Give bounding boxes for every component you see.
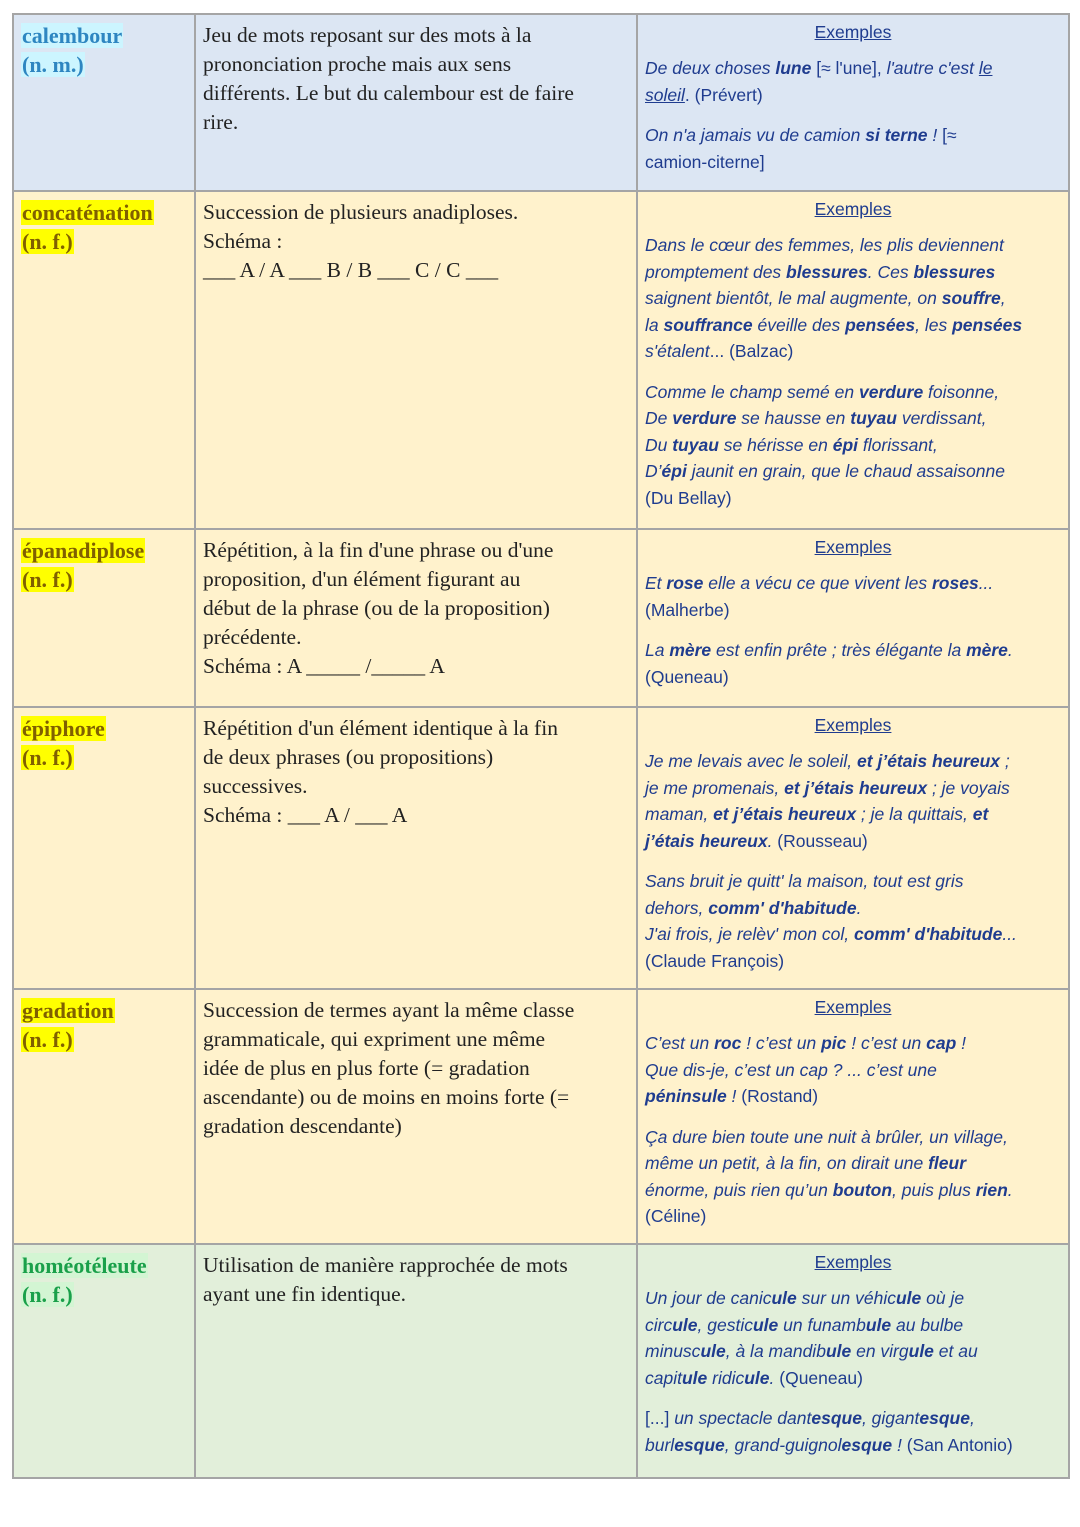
example-text: On n'a jamais vu de camion bbox=[645, 125, 866, 145]
examples-cell bbox=[637, 989, 1069, 1244]
example-text: jaunit en grain, que le chaud assaisonne bbox=[686, 461, 1005, 481]
example-text: C’est un bbox=[645, 1033, 715, 1053]
table-row-calembour bbox=[13, 14, 1069, 191]
example-text: , gigant bbox=[861, 1408, 920, 1428]
definition-cell bbox=[195, 1244, 637, 1478]
emphasized-word: mère bbox=[966, 640, 1008, 660]
example-text: (Rousseau) bbox=[772, 830, 868, 851]
example-text: verdissant, Du bbox=[645, 408, 987, 455]
emphasized-word: ule bbox=[908, 1341, 934, 1361]
example-quote bbox=[645, 1124, 1061, 1230]
definition-text: Utilisation de manière rapprochée de mots ayant une fin identique. bbox=[203, 1253, 568, 1306]
term-cell bbox=[13, 1244, 195, 1478]
example-quote bbox=[645, 122, 1061, 175]
table-row-concaténation bbox=[13, 191, 1069, 529]
example-text: . Ces bbox=[867, 261, 914, 282]
example-quote bbox=[645, 748, 1061, 854]
emphasized-word: fleur bbox=[928, 1153, 967, 1173]
examples-heading: Exemples bbox=[814, 715, 892, 735]
example-text: . bbox=[1007, 1179, 1013, 1200]
emphasized-word: pensées bbox=[952, 314, 1023, 335]
example-text: ... bbox=[978, 573, 994, 593]
example-text: ! bbox=[726, 1086, 737, 1106]
emphasized-word: esque bbox=[919, 1408, 970, 1428]
example-text: (Rostand) bbox=[736, 1086, 819, 1106]
emphasized-word: épi bbox=[661, 461, 687, 481]
example-text: Sans bruit je quitt' la maison, tout est gris dehors, bbox=[645, 871, 964, 918]
emphasized-word: et j’étais heureux bbox=[857, 751, 1001, 771]
examples-heading: Exemples bbox=[814, 1252, 892, 1272]
definition-cell bbox=[195, 191, 637, 529]
example-text: La bbox=[645, 640, 670, 660]
example-text: (Queneau) bbox=[774, 1367, 863, 1388]
example-quote bbox=[645, 232, 1061, 365]
emphasized-word: mère bbox=[669, 640, 712, 660]
example-quote bbox=[645, 1030, 1061, 1110]
example-text: (Céline) bbox=[645, 1206, 707, 1226]
example-quote bbox=[645, 1285, 1061, 1391]
emphasized-word: ule bbox=[681, 1367, 708, 1388]
example-quote bbox=[645, 570, 1061, 623]
emphasized-word: roses bbox=[931, 573, 979, 593]
example-text: ! c’est un bbox=[846, 1033, 927, 1053]
example-text: où je circ bbox=[645, 1288, 965, 1335]
term-name: épanadiplose bbox=[22, 538, 145, 563]
examples-heading: Exemples bbox=[814, 537, 892, 557]
example-text: ; je me promenais, bbox=[645, 751, 1010, 798]
emphasized-word: cap bbox=[926, 1033, 957, 1053]
example-text: ridic bbox=[707, 1367, 745, 1388]
example-text: foisonne, De bbox=[645, 381, 1000, 428]
emphasized-word: blessures bbox=[786, 261, 868, 282]
emphasized-word: roc bbox=[714, 1033, 742, 1053]
example-text: un funamb bbox=[778, 1314, 866, 1335]
emphasized-word: comm' d'habitude bbox=[853, 924, 1003, 944]
emphasized-word: bouton bbox=[832, 1179, 893, 1200]
example-text: au bulbe minusc bbox=[645, 1314, 964, 1361]
definition-cell bbox=[195, 707, 637, 989]
examples-cell bbox=[637, 1244, 1069, 1478]
emphasized-word: souffre bbox=[941, 288, 1001, 308]
examples-heading: Exemples bbox=[814, 22, 892, 42]
example-text: sur un véhic bbox=[796, 1288, 896, 1308]
term-gender: (n. m.) bbox=[22, 52, 84, 77]
table-row-gradation bbox=[13, 989, 1069, 1244]
example-text: , grand-guignol bbox=[724, 1434, 842, 1455]
emphasized-word: tuyau bbox=[850, 408, 897, 428]
example-text: éveille des bbox=[752, 314, 846, 335]
example-text: ; je la quittais, bbox=[856, 804, 973, 824]
term-gender: (n. f.) bbox=[22, 567, 73, 592]
examples-cell bbox=[637, 707, 1069, 989]
emphasized-word: esque bbox=[674, 1434, 725, 1455]
emphasized-word: ule bbox=[865, 1314, 892, 1335]
example-text: (Queneau) bbox=[645, 666, 729, 687]
example-text: énorme, puis rien qu’un bbox=[645, 1179, 828, 1200]
example-text: ... (Balzac) bbox=[709, 341, 794, 361]
examples-cell bbox=[637, 14, 1069, 191]
example-text: ; je voyais maman, bbox=[645, 777, 1010, 824]
example-text: en virg bbox=[851, 1341, 909, 1361]
emphasized-word: ule bbox=[700, 1341, 726, 1361]
definition-text: Jeu de mots reposant sur des mots à la prononciation proche mais aux sens différents. Le but du calembour est de faire rire. bbox=[203, 23, 574, 134]
emphasized-word: et j’étais heureux bbox=[713, 804, 857, 824]
example-text: un spectacle dant bbox=[674, 1408, 812, 1428]
example-text: Comme le champ semé en bbox=[645, 381, 859, 402]
emphasized-word: pensées bbox=[845, 314, 916, 335]
emphasized-word: péninsule bbox=[645, 1086, 727, 1106]
term-cell bbox=[13, 989, 195, 1244]
table-row-homéotéleute bbox=[13, 1244, 1069, 1478]
example-text: , les bbox=[915, 314, 953, 335]
emphasized-word: ule bbox=[771, 1288, 797, 1308]
emphasized-word: et j’étais heureux bbox=[784, 777, 928, 798]
example-text: Un jour de canic bbox=[645, 1288, 772, 1308]
example-text: et au capit bbox=[645, 1341, 978, 1388]
definition-cell bbox=[195, 989, 637, 1244]
definition-cell bbox=[195, 14, 637, 191]
example-text: . (Prévert) bbox=[684, 84, 763, 105]
example-text: . bbox=[1007, 640, 1013, 660]
example-text: De deux choses bbox=[645, 58, 776, 78]
example-text: . bbox=[767, 830, 773, 851]
definition-text: Succession de plusieurs anadiploses. Schéma : ___ A / A ___ B / B ___ C / C ___ bbox=[203, 200, 519, 282]
emphasized-word: souffrance bbox=[663, 314, 753, 335]
examples-heading: Exemples bbox=[814, 199, 892, 219]
emphasized-word: verdure bbox=[858, 381, 924, 402]
emphasized-word: esque bbox=[811, 1408, 862, 1428]
emphasized-word: esque bbox=[841, 1434, 893, 1455]
term-name: calembour bbox=[22, 23, 123, 48]
example-text: , la bbox=[645, 288, 1006, 335]
term-cell bbox=[13, 191, 195, 529]
emphasized-word: épi bbox=[832, 434, 859, 455]
example-text: le soleil bbox=[645, 58, 993, 105]
term-name: épiphore bbox=[22, 716, 105, 741]
example-text: Dans le cœur des femmes, les plis deviennent promptement des bbox=[645, 235, 1004, 282]
example-text: l'autre c'est bbox=[886, 58, 979, 78]
emphasized-word: ule bbox=[672, 1314, 698, 1335]
example-text: elle a vécu ce que vivent les bbox=[703, 573, 932, 593]
definition-text: Répétition, à la fin d'une phrase ou d'une proposition, d'un élément figurant au début de la phrase (ou de la proposition) précédente. Schéma : A _____ /_____ A bbox=[203, 538, 554, 678]
term-gender: (n. f.) bbox=[22, 1027, 73, 1052]
term-name: homéotéleute bbox=[22, 1253, 147, 1278]
term-gender: (n. f.) bbox=[22, 229, 73, 254]
emphasized-word: ule bbox=[825, 1341, 852, 1361]
emphasized-word: pic bbox=[821, 1033, 847, 1053]
examples-cell bbox=[637, 191, 1069, 529]
emphasized-word: rose bbox=[666, 573, 704, 593]
example-text: se hérisse en bbox=[718, 434, 833, 455]
example-quote bbox=[645, 379, 1061, 512]
example-text: , burl bbox=[645, 1408, 975, 1455]
emphasized-word: tuyau bbox=[672, 434, 719, 455]
example-text: ! Que dis-je, c’est un cap ? ... c’est une bbox=[645, 1033, 967, 1080]
term-gender: (n. f.) bbox=[22, 745, 73, 770]
example-text: , puis plus bbox=[892, 1179, 976, 1200]
example-text: ... bbox=[1002, 924, 1017, 944]
example-text: Et bbox=[645, 573, 667, 593]
example-text: se hausse en bbox=[736, 408, 851, 428]
emphasized-word: lune bbox=[775, 58, 812, 78]
example-text: [...] bbox=[645, 1408, 675, 1428]
emphasized-word: si terne bbox=[865, 125, 928, 145]
example-text: ! c’est un bbox=[741, 1033, 822, 1053]
example-text: ! bbox=[892, 1434, 902, 1455]
definition-text: Succession de termes ayant la même classe grammaticale, qui expriment une même idée de plus en plus forte (= gradation ascendante) ou de moins en moins forte (= gradation descendante) bbox=[203, 998, 575, 1138]
table-row-épiphore bbox=[13, 707, 1069, 989]
example-text: Ça dure bien toute une nuit à brûler, un village, même un petit, à la fin, on dirait une bbox=[645, 1126, 1008, 1173]
example-quote bbox=[645, 637, 1061, 690]
example-text: (San Antonio) bbox=[901, 1434, 1013, 1455]
figures-of-speech-table bbox=[12, 13, 1070, 1479]
example-text: ! bbox=[927, 125, 943, 145]
example-text: . bbox=[769, 1367, 775, 1388]
emphasized-word: comm' d'habitude bbox=[708, 897, 857, 918]
examples-cell bbox=[637, 529, 1069, 707]
example-text: , à la mandib bbox=[725, 1341, 826, 1361]
emphasized-word: ule bbox=[895, 1288, 922, 1308]
term-gender: (n. f.) bbox=[22, 1282, 73, 1307]
examples-heading: Exemples bbox=[814, 997, 892, 1017]
term-cell bbox=[13, 707, 195, 989]
example-text: s'étalent bbox=[645, 341, 710, 361]
emphasized-word: blessures bbox=[913, 261, 996, 282]
example-text: (Claude François) bbox=[645, 950, 785, 971]
example-text: (Malherbe) bbox=[645, 599, 730, 620]
emphasized-word: verdure bbox=[672, 408, 737, 428]
term-cell bbox=[13, 529, 195, 707]
term-cell bbox=[13, 14, 195, 191]
example-text: (Du Bellay) bbox=[645, 487, 732, 508]
emphasized-word: ule bbox=[752, 1314, 779, 1335]
table-row-épanadiplose bbox=[13, 529, 1069, 707]
term-name: gradation bbox=[22, 998, 114, 1023]
example-text: Je me levais avec le soleil, bbox=[645, 751, 858, 771]
example-text: . J'ai frois, je relèv' mon col, bbox=[645, 897, 862, 944]
emphasized-word: et j’étais heureux bbox=[645, 804, 989, 851]
emphasized-word: rien bbox=[975, 1179, 1008, 1200]
example-text: [≈ l'une], bbox=[811, 58, 887, 78]
example-text: est enfin prête ; très élégante la bbox=[711, 640, 967, 660]
definition-cell bbox=[195, 529, 637, 707]
example-text: florissant, D’ bbox=[645, 434, 938, 481]
example-quote bbox=[645, 55, 1061, 108]
example-text: , gestic bbox=[697, 1314, 753, 1335]
example-text: saignent bientôt, le mal augmente, on bbox=[645, 288, 937, 308]
term-name: concaténation bbox=[22, 200, 153, 225]
definition-text: Répétition d'un élément identique à la fin de deux phrases (ou propositions) successives. Schéma : ___ A / ___ A bbox=[203, 716, 558, 827]
example-text: [≈ camion-citerne] bbox=[645, 125, 957, 172]
example-quote bbox=[645, 1405, 1061, 1458]
emphasized-word: ule bbox=[744, 1367, 770, 1388]
example-quote bbox=[645, 868, 1061, 974]
